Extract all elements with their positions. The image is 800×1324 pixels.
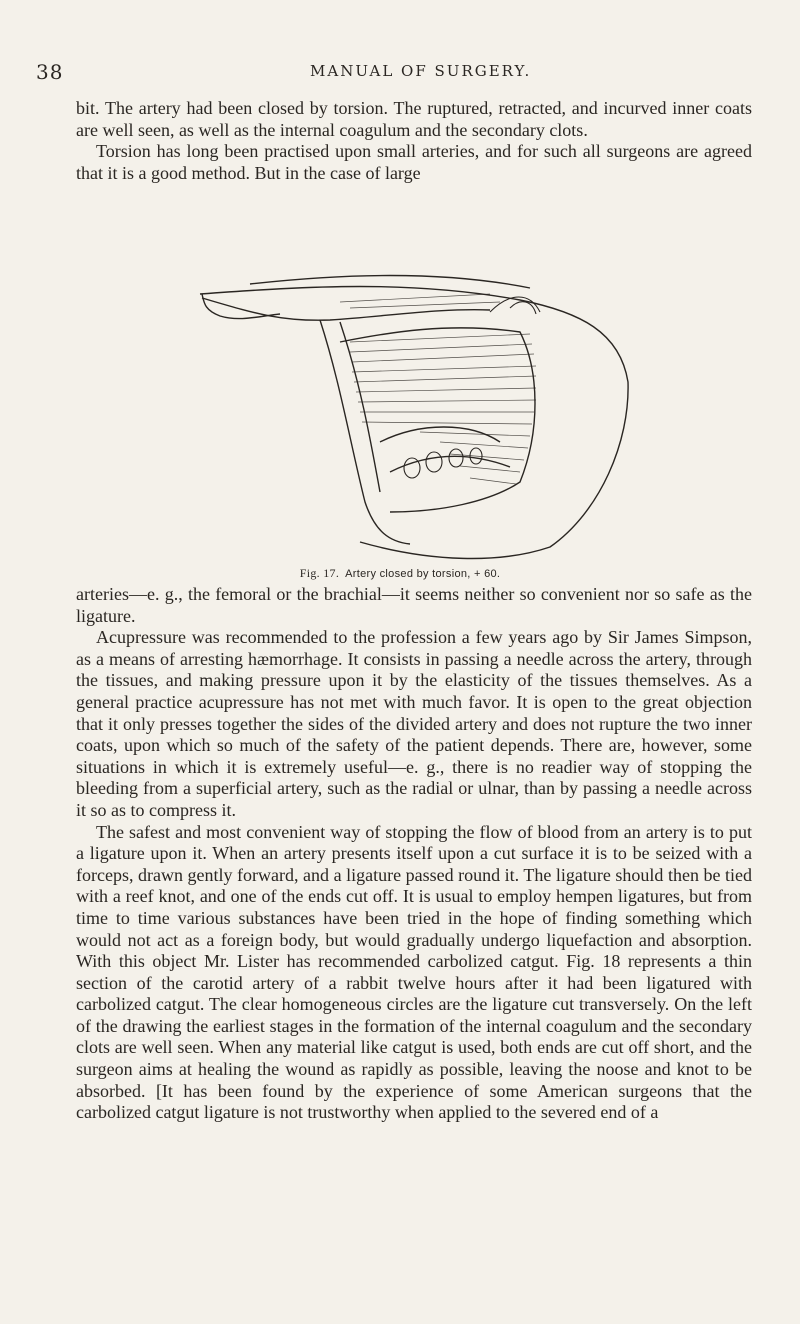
paragraph-acupressure: Acupressure was recommended to the profession a few years ago by Sir James Simpson, as a means of arresting hæmorrhage. It consists in passing a needle across the artery, through the tissues, and making pressure upon it by the elasticity of the tissues themselves. As a general practice acupressure has not met with much favor. It is open to the great objection that it only presses together the sides of the divided artery and does not rupture the two inner coats, upon which so much of the safety of the patient depends. There are, however, some situations in which it is extremely useful—e. g., there is no readier way of stopping the bleeding from a superficial artery, such as the radial or ulnar, than by passing a needle across it so as to compress it.: [76, 627, 752, 820]
bottom-text-block: [76, 584, 752, 1124]
paragraph-continued: bit. The artery had been closed by torsion. The ruptured, retracted, and incurved inner coats are well seen, as well as the internal coagulum and the secondary clots.: [76, 98, 752, 140]
paragraph-torsion: Torsion has long been practised upon small arteries, and for such all surgeons are agreed that it is a good method. But in the case of large: [76, 141, 752, 183]
figure-label: Fig. 17.: [299, 566, 340, 580]
figure-caption: [0, 566, 800, 581]
paragraph-ligature: The safest and most convenient way of stopping the flow of blood from an artery is to put a ligature upon it. When an artery presents itself upon a cut surface it is to be seized with a forceps, drawn gently forward, and a ligature passed round it. The ligature should then be tied with a reef knot, and one of the ends cut off. It is usual to employ hempen ligatures, but from time to time various substances have been tried in the hope of finding something which would not act as a foreign body, but would gradually undergo liquefaction and absorption. With this object Mr. Lister has recommended carbolized catgut. Fig. 18 represents a thin section of the carotid artery of a rabbit twelve hours after it had been ligatured with carbolized catgut. The clear homogeneous circles are the ligature cut transversely. On the left of the drawing the earliest stages in the formation of the internal coagulum and the secondary clots are well seen. When any material like catgut is used, both ends are cut off short, and the surgeon aims at healing the wound as rapidly as possible, leaving the noose and knot to be absorbed. [It has been found by the experience of some American surgeons that the carbolized catgut ligature is not trustworthy when applied to the severed end of a: [76, 821, 752, 1123]
running-title: MANUAL OF SURGERY.: [310, 62, 532, 80]
top-text-block: [76, 98, 752, 184]
page-number: 38: [36, 60, 64, 84]
paragraph-arteries: arteries—e. g., the femoral or the brachial—it seems neither so convenient nor so safe as the ligature.: [76, 584, 752, 626]
figure-caption-text: Artery closed by torsion, + 60.: [345, 568, 501, 580]
artery-torsion-illustration: [190, 272, 630, 564]
